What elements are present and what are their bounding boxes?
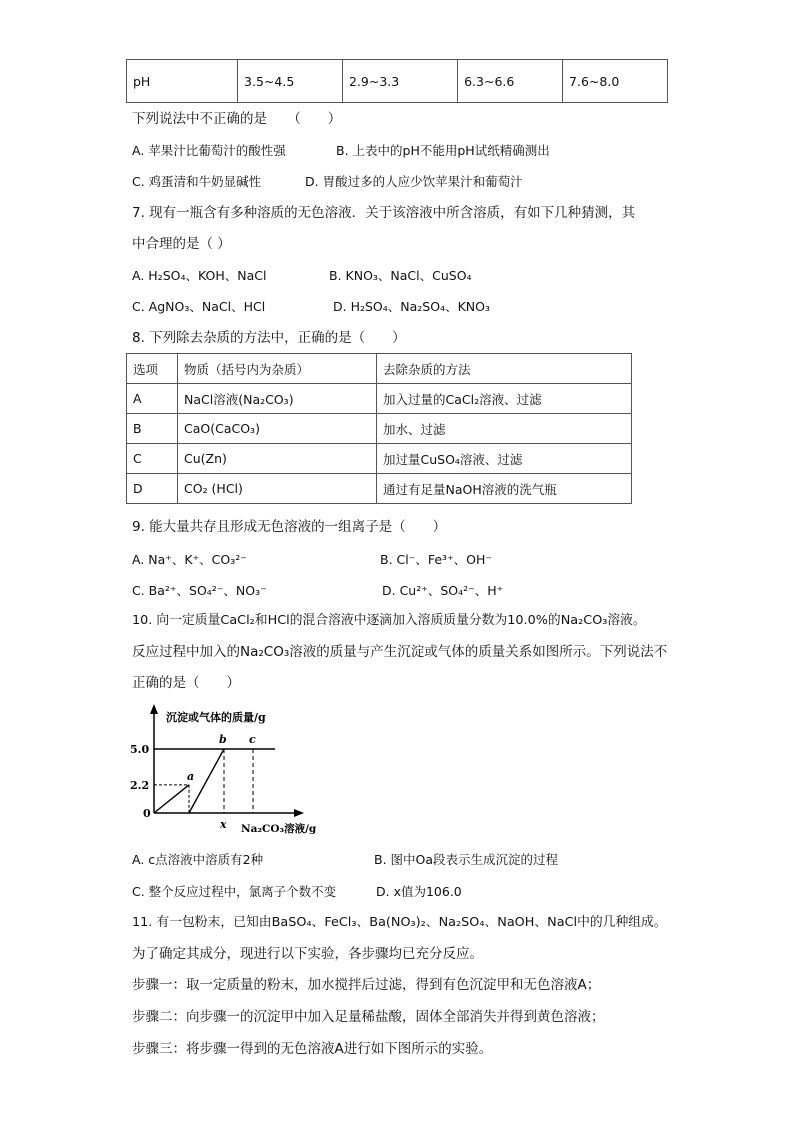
table-cell: D — [127, 474, 178, 504]
table-header-cell: 物质（括号内为杂质） — [178, 354, 377, 384]
table-header-cell: 去除杂质的方法 — [377, 354, 632, 384]
table-cell: 加过量CuSO₄溶液、过滤 — [377, 444, 632, 474]
q7-stem-line2: 中合理的是（ ） — [132, 236, 231, 252]
table-cell: 通过有足量NaOH溶液的洗气瓶 — [377, 474, 632, 504]
table-cell: B — [127, 414, 178, 444]
q9-option-c: C. Ba²⁺、SO₄²⁻、NO₃⁻ — [132, 583, 267, 598]
q6-stem: 下列说法中不正确的是 （ ） — [132, 111, 342, 127]
q11-step2: 步骤二：向步骤一的沉淀甲中加入足量稀盐酸，固体全部消失并得到黄色溶液； — [132, 1009, 605, 1025]
q10-option-b: B. 图中Oa段表示生成沉淀的过程 — [374, 852, 559, 867]
q10-stem-line1: 10. 向一定质量CaCl₂和HCl的混合溶液中逐滴加入溶质质量分数为10.0%的Na₂CO₃溶液。 — [132, 613, 646, 628]
q6-option-c: C. 鸡蛋清和牛奶显碱性 — [132, 174, 262, 189]
table-cell: C — [127, 444, 178, 474]
q8-table — [126, 353, 632, 504]
q8-stem: 8. 下列除去杂质的方法中，正确的是（ ） — [132, 330, 406, 346]
table-cell: pH — [127, 60, 238, 103]
q10-stem-line2: 反应过程中加入的Na₂CO₃溶液的质量与产生沉淀或气体的质量关系如图所示。下列说法不 — [132, 644, 668, 660]
table-cell: CO₂ (HCl) — [178, 474, 377, 504]
table-row — [127, 414, 632, 444]
series-line-precipitate — [189, 749, 224, 813]
table-cell: Cu(Zn) — [178, 444, 377, 474]
q7-option-d: D. H₂SO₄、Na₂SO₄、KNO₃ — [333, 299, 490, 314]
q11-stem-line1: 11. 有一包粉末，已知由BaSO₄、FeCl₃、Ba(NO₃)₂、Na₂SO₄、NaOH、NaCl中的几种组成。 — [132, 915, 667, 930]
q9-stem: 9. 能大量共存且形成无色溶液的一组离子是（ ） — [132, 519, 447, 535]
table-cell: NaCl溶液(Na₂CO₃) — [178, 384, 377, 414]
q10-stem-line3: 正确的是（ ） — [132, 675, 240, 691]
q11-stem-line2: 为了确定其成分，现进行以下实验，各步骤均已充分反应。 — [132, 946, 483, 962]
q7-option-a: A. H₂SO₄、KOH、NaCl — [132, 268, 267, 283]
table-row — [127, 60, 668, 103]
reaction-mass-chart — [128, 700, 328, 840]
table-cell: 2.9~3.3 — [342, 60, 457, 103]
table-cell: 加水、过滤 — [377, 414, 632, 444]
table-header-row — [127, 354, 632, 384]
q6-option-d: D. 胃酸过多的人应少饮苹果汁和葡萄汁 — [305, 174, 523, 189]
x-axis-arrow-icon — [294, 809, 304, 817]
q9-option-a: A. Na⁺、K⁺、CO₃²⁻ — [132, 552, 247, 567]
table-cell: 3.5~4.5 — [238, 60, 343, 103]
table-cell: CaO(CaCO₃) — [178, 414, 377, 444]
x-axis-label: Na₂CO₃溶液/g — [241, 823, 317, 835]
table-row — [127, 384, 632, 414]
table-row — [127, 474, 632, 504]
q7-stem-line1: 7. 现有一瓶含有多种溶质的无色溶液．关于该溶液中所含溶质，有如下几种猜测，其 — [132, 205, 636, 221]
q9-option-b: B. Cl⁻、Fe³⁺、OH⁻ — [380, 552, 492, 567]
q6-option-a: A. 苹果汁比葡萄汁的酸性强 — [132, 143, 286, 158]
y-axis-label: 沉淀或气体的质量/g — [166, 711, 266, 724]
point-label-b: b — [219, 733, 227, 746]
table-row — [127, 444, 632, 474]
ph-table — [126, 59, 668, 103]
y-tick-label: 2.2 — [130, 778, 150, 792]
table-header-cell: 选项 — [127, 354, 178, 384]
y-tick-label: 5.0 — [130, 743, 150, 756]
x-tick-label: x — [220, 818, 227, 831]
q7-option-b: B. KNO₃、NaCl、CuSO₄ — [329, 268, 472, 283]
point-label-a: a — [187, 769, 195, 783]
origin-label: 0 — [143, 807, 151, 820]
q6-option-b: B. 上表中的pH不能用pH试纸精确测出 — [336, 143, 550, 158]
q11-step3: 步骤三：将步骤一得到的无色溶液A进行如下图所示的实验。 — [132, 1041, 493, 1057]
table-cell: 加入过量的CaCl₂溶液、过滤 — [377, 384, 632, 414]
q9-option-d: D. Cu²⁺、SO₄²⁻、H⁺ — [382, 583, 504, 598]
series-line-gas — [154, 785, 189, 813]
table-cell: 6.3~6.6 — [458, 60, 563, 103]
q11-step1: 步骤一：取一定质量的粉末，加水搅拌后过滤，得到有色沉淀甲和无色溶液A； — [132, 977, 601, 993]
table-cell: A — [127, 384, 178, 414]
table-cell: 7.6~8.0 — [563, 60, 668, 103]
q7-option-c: C. AgNO₃、NaCl、HCl — [132, 299, 266, 314]
y-axis-arrow-icon — [150, 704, 158, 714]
point-label-c: c — [249, 733, 256, 746]
q10-option-d: D. x值为106.0 — [376, 884, 462, 899]
q10-option-a: A. c点溶液中溶质有2种 — [132, 852, 264, 867]
q10-option-c: C. 整个反应过程中，氯离子个数不变 — [132, 884, 337, 899]
